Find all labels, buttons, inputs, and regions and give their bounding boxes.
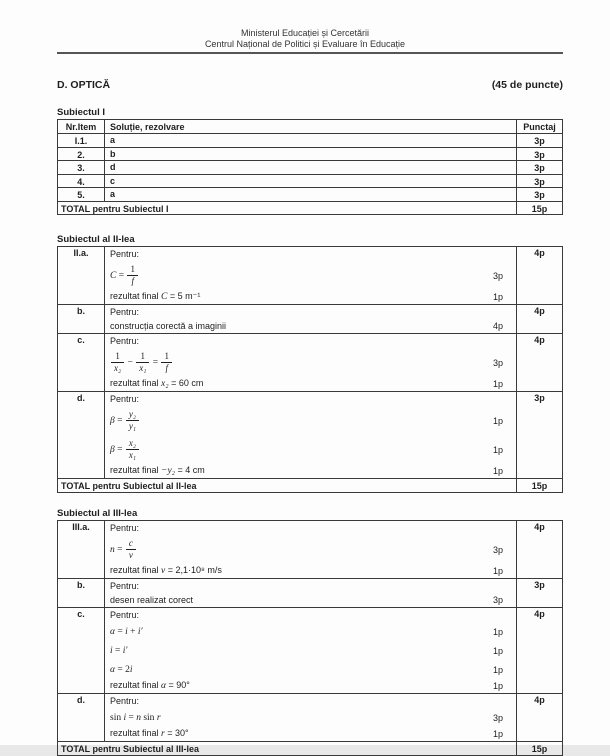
math-variable: i xyxy=(129,665,133,675)
text-run: Pentru: xyxy=(110,580,140,591)
points-cell: 4p xyxy=(534,522,545,532)
line-points: 1p xyxy=(492,415,503,426)
fraction xyxy=(126,438,139,461)
fraction xyxy=(136,351,149,374)
column-header-solution: Soluție, rezolvare xyxy=(105,120,517,133)
text-run: = 4 cm xyxy=(174,465,205,475)
text-run: = 90° xyxy=(166,680,190,690)
solution-line-content xyxy=(110,394,503,404)
table-row xyxy=(58,578,562,607)
rubric-table xyxy=(57,246,563,493)
line-points: 1p xyxy=(492,626,503,637)
total-points-label: (45 de puncte) xyxy=(491,79,563,91)
solution-line-content xyxy=(110,712,487,723)
text-run: = xyxy=(114,444,125,455)
section xyxy=(57,234,563,493)
math-variable: C xyxy=(110,270,117,281)
points-cell: 4p xyxy=(534,306,545,316)
solution-line-content xyxy=(110,351,487,374)
column-header-points: Punctaj xyxy=(523,122,556,132)
section xyxy=(57,107,563,215)
table-row xyxy=(58,607,562,693)
text-run: desen realizat corect xyxy=(110,594,194,605)
text-run: Pentru: xyxy=(110,248,140,259)
title-row xyxy=(57,79,563,91)
math-variable: i xyxy=(110,646,113,656)
solution-line xyxy=(105,247,516,261)
text-run: rezultat final xyxy=(110,465,162,475)
line-points: 1p xyxy=(492,728,503,739)
text-run: Pentru: xyxy=(110,306,140,317)
points-cell: 3p xyxy=(534,176,545,187)
solution-line xyxy=(105,593,516,607)
text-run: sin xyxy=(110,713,124,723)
text-run: = xyxy=(150,357,161,368)
solution-line-content xyxy=(110,307,503,317)
solution-line-content xyxy=(110,378,487,389)
solution-line-content xyxy=(110,249,503,259)
header-line-2: Centrul Național de Politici și Evaluare în Educație xyxy=(204,39,406,49)
solution-line xyxy=(105,535,516,564)
math-variable: β xyxy=(110,415,115,426)
total-row xyxy=(58,201,562,215)
total-row xyxy=(58,478,562,492)
math-variable: α xyxy=(110,665,115,675)
solution-line xyxy=(105,694,516,708)
solution-line-content xyxy=(110,581,503,591)
total-row xyxy=(58,741,562,755)
solution-line xyxy=(105,290,516,304)
solution-cell xyxy=(105,521,517,578)
fraction xyxy=(126,409,139,432)
rubric-table xyxy=(57,520,563,756)
item-number-cell: d. xyxy=(58,392,105,478)
fraction-numerator: 1 xyxy=(115,351,120,361)
math-variable: −y₂ xyxy=(161,466,175,476)
solution-line xyxy=(105,435,516,464)
solution-line-content xyxy=(110,336,503,346)
document-header xyxy=(0,0,610,50)
total-label: TOTAL pentru Subiectul I xyxy=(58,202,517,215)
solution-line xyxy=(105,377,516,391)
solution-cell: b xyxy=(105,148,517,161)
text-run: = xyxy=(114,415,125,426)
line-points: 1p xyxy=(492,565,503,576)
fraction-numerator: 1 xyxy=(130,264,135,274)
text-run: = xyxy=(115,627,126,637)
line-points: 4p xyxy=(492,320,503,331)
text-run: = xyxy=(116,270,127,281)
item-number-cell: III.a. xyxy=(58,521,105,578)
table-row xyxy=(58,304,562,333)
table-row xyxy=(58,174,562,188)
solution-line xyxy=(105,727,516,741)
text-run: rezultat final xyxy=(110,680,162,690)
fraction-denominator: x₂ xyxy=(111,362,124,374)
solution-line-content xyxy=(110,664,487,675)
solution-line xyxy=(105,660,516,679)
text-run: construcția corectă a imaginii xyxy=(110,320,227,331)
line-points: 1p xyxy=(492,378,503,389)
fraction-numerator: 1 xyxy=(140,351,146,361)
points-cell: 4p xyxy=(534,335,545,345)
table-row xyxy=(58,133,562,147)
math-variable: n xyxy=(110,544,115,555)
line-points: 3p xyxy=(492,270,503,281)
math-variable: i xyxy=(125,627,128,637)
line-points: 1p xyxy=(492,664,503,675)
table-row xyxy=(58,247,562,304)
math-variable: α xyxy=(161,681,167,691)
solution-line xyxy=(105,622,516,641)
solution-line-content xyxy=(110,264,487,287)
item-number-cell: 3. xyxy=(58,161,105,174)
solution-cell: d xyxy=(105,161,517,174)
fraction-denominator: f xyxy=(161,362,172,374)
table-row xyxy=(58,187,562,201)
item-number-cell: 4. xyxy=(58,175,105,188)
solution-line xyxy=(105,608,516,622)
solution-line xyxy=(105,708,516,727)
fraction-denominator: y₁ xyxy=(126,420,139,432)
solution-line-content xyxy=(110,321,487,331)
math-variable: α xyxy=(110,627,115,637)
rubric-table xyxy=(57,119,563,215)
text-run: Pentru: xyxy=(110,393,140,404)
solution-line xyxy=(105,406,516,435)
solution-line xyxy=(105,641,516,660)
math-variable: i′ xyxy=(137,627,143,637)
fraction-denominator: x₁ xyxy=(136,362,149,374)
text-run: = xyxy=(114,544,125,555)
solution-line xyxy=(105,261,516,290)
math-variable: C xyxy=(161,292,168,302)
solution-cell xyxy=(105,392,517,478)
solution-line-content xyxy=(110,645,487,656)
points-cell: 3p xyxy=(534,136,545,146)
solution-cell: c xyxy=(105,175,517,188)
text-run: rezultat final xyxy=(110,565,162,575)
item-number-cell: I.1. xyxy=(58,134,105,147)
points-cell: 3p xyxy=(534,190,545,200)
item-number-cell: d. xyxy=(58,694,105,741)
line-points: 1p xyxy=(492,645,503,656)
table-row xyxy=(58,521,562,578)
solution-cell xyxy=(105,608,517,693)
solution-line-content xyxy=(110,696,503,706)
text-run: = xyxy=(112,646,123,656)
header-divider xyxy=(57,52,563,54)
line-points: 3p xyxy=(492,544,503,555)
solution-line xyxy=(105,564,516,578)
fraction xyxy=(111,351,124,374)
math-variable: v xyxy=(161,566,166,576)
solution-line-content xyxy=(110,291,487,302)
fraction-numerator: x₂ xyxy=(128,438,136,448)
item-number-cell: 2. xyxy=(58,148,105,161)
points-cell: 4p xyxy=(534,248,545,258)
total-label: TOTAL pentru Subiectul al II-lea xyxy=(58,479,517,492)
fraction xyxy=(161,351,172,374)
solution-line-content xyxy=(110,595,487,605)
page-title: D. OPTICĂ xyxy=(57,79,111,91)
points-cell: 3p xyxy=(534,149,545,160)
item-number-cell: 5. xyxy=(58,188,105,201)
item-number-cell: b. xyxy=(58,579,105,607)
total-points-cell: 15p xyxy=(531,203,548,214)
solution-line-content xyxy=(110,523,503,533)
text-run: Pentru: xyxy=(110,522,140,533)
text-run: rezultat final xyxy=(110,291,162,301)
section-heading: Subiectul al II-lea xyxy=(57,234,135,245)
section-heading: Subiectul al III-lea xyxy=(57,508,138,519)
table-row xyxy=(58,391,562,478)
solution-line xyxy=(105,305,516,319)
solution-cell xyxy=(105,247,517,304)
table-row xyxy=(58,693,562,741)
total-label: TOTAL pentru Subiectul al III-lea xyxy=(58,742,517,755)
solution-cell xyxy=(105,334,517,391)
header-line-1: Ministerul Educației și Cercetării xyxy=(240,28,370,38)
text-run: Pentru: xyxy=(110,695,140,706)
fraction xyxy=(127,264,138,287)
solution-line xyxy=(105,521,516,535)
solution-line xyxy=(105,579,516,593)
table-row xyxy=(58,147,562,161)
text-run: = 5 m⁻¹ xyxy=(167,291,201,301)
fraction-denominator: x₁ xyxy=(126,449,139,461)
points-cell: 3p xyxy=(534,163,545,173)
solution-line-content xyxy=(110,565,487,576)
text-run: Pentru: xyxy=(110,335,140,346)
solution-line-content xyxy=(110,538,487,561)
text-run: = 60 cm xyxy=(168,378,204,388)
solution-line-content xyxy=(110,465,487,476)
solution-line xyxy=(105,348,516,377)
text-run: sin xyxy=(140,713,157,723)
math-variable: r xyxy=(161,729,165,739)
solution-cell xyxy=(105,579,517,607)
fraction-numerator: 1 xyxy=(164,351,169,361)
fraction-numerator: y₂ xyxy=(128,409,136,419)
solution-line xyxy=(105,392,516,406)
text-run: − xyxy=(125,357,136,368)
line-points: 1p xyxy=(492,680,503,691)
item-number-cell: c. xyxy=(58,608,105,693)
item-number-cell: c. xyxy=(58,334,105,391)
total-points-cell: 15p xyxy=(531,744,548,754)
solution-line-content xyxy=(110,680,487,691)
section-heading: Subiectul I xyxy=(57,107,106,118)
text-run: rezultat final xyxy=(110,728,162,738)
text-run: rezultat final xyxy=(110,378,162,388)
solution-line-content xyxy=(110,728,487,739)
text-run: = 2,1·10⁸ m/s xyxy=(165,565,222,575)
solution-line xyxy=(105,319,516,333)
math-variable: β xyxy=(110,444,115,455)
math-variable: n xyxy=(136,713,141,723)
total-points-cell: 15p xyxy=(531,481,548,491)
points-cell: 4p xyxy=(534,609,545,619)
solution-line xyxy=(105,464,516,478)
column-header-item: Nr.Item xyxy=(58,120,105,133)
line-points: 1p xyxy=(492,465,503,476)
fraction xyxy=(126,538,136,561)
line-points: 3p xyxy=(492,594,503,605)
solution-line-content xyxy=(110,409,487,432)
points-cell: 4p xyxy=(534,695,545,705)
solution-cell xyxy=(105,694,517,741)
math-variable: i′ xyxy=(122,646,128,656)
solution-line-content xyxy=(110,610,503,620)
solution-line xyxy=(105,679,516,693)
line-points: 1p xyxy=(492,291,503,302)
table-header-row xyxy=(58,120,562,133)
fraction-denominator: v xyxy=(126,549,136,561)
text-run: = 2 xyxy=(115,665,130,675)
line-points: 3p xyxy=(492,712,503,723)
math-variable: x₂ xyxy=(161,379,169,389)
text-run: = xyxy=(126,713,137,723)
text-run: = 30° xyxy=(164,728,189,738)
solution-line-content xyxy=(110,438,487,461)
math-variable: i xyxy=(123,713,127,723)
points-cell: 3p xyxy=(534,393,545,403)
item-number-cell: b. xyxy=(58,305,105,333)
section xyxy=(57,508,563,756)
solution-cell: a xyxy=(105,134,517,147)
points-cell: 3p xyxy=(534,580,545,590)
solution-line-content xyxy=(110,626,487,637)
table-row xyxy=(58,160,562,174)
line-points: 3p xyxy=(492,357,503,368)
fraction-denominator: f xyxy=(127,275,138,287)
line-points: 1p xyxy=(492,444,503,455)
item-number-cell: II.a. xyxy=(58,247,105,304)
table-row xyxy=(58,333,562,391)
solution-cell xyxy=(105,305,517,333)
text-run: + xyxy=(127,627,138,637)
solution-line xyxy=(105,334,516,348)
fraction-numerator: c xyxy=(128,538,133,548)
text-run: Pentru: xyxy=(110,609,140,620)
rubric-sections xyxy=(57,107,563,756)
math-variable: r xyxy=(156,713,161,723)
solution-cell: a xyxy=(105,188,517,201)
